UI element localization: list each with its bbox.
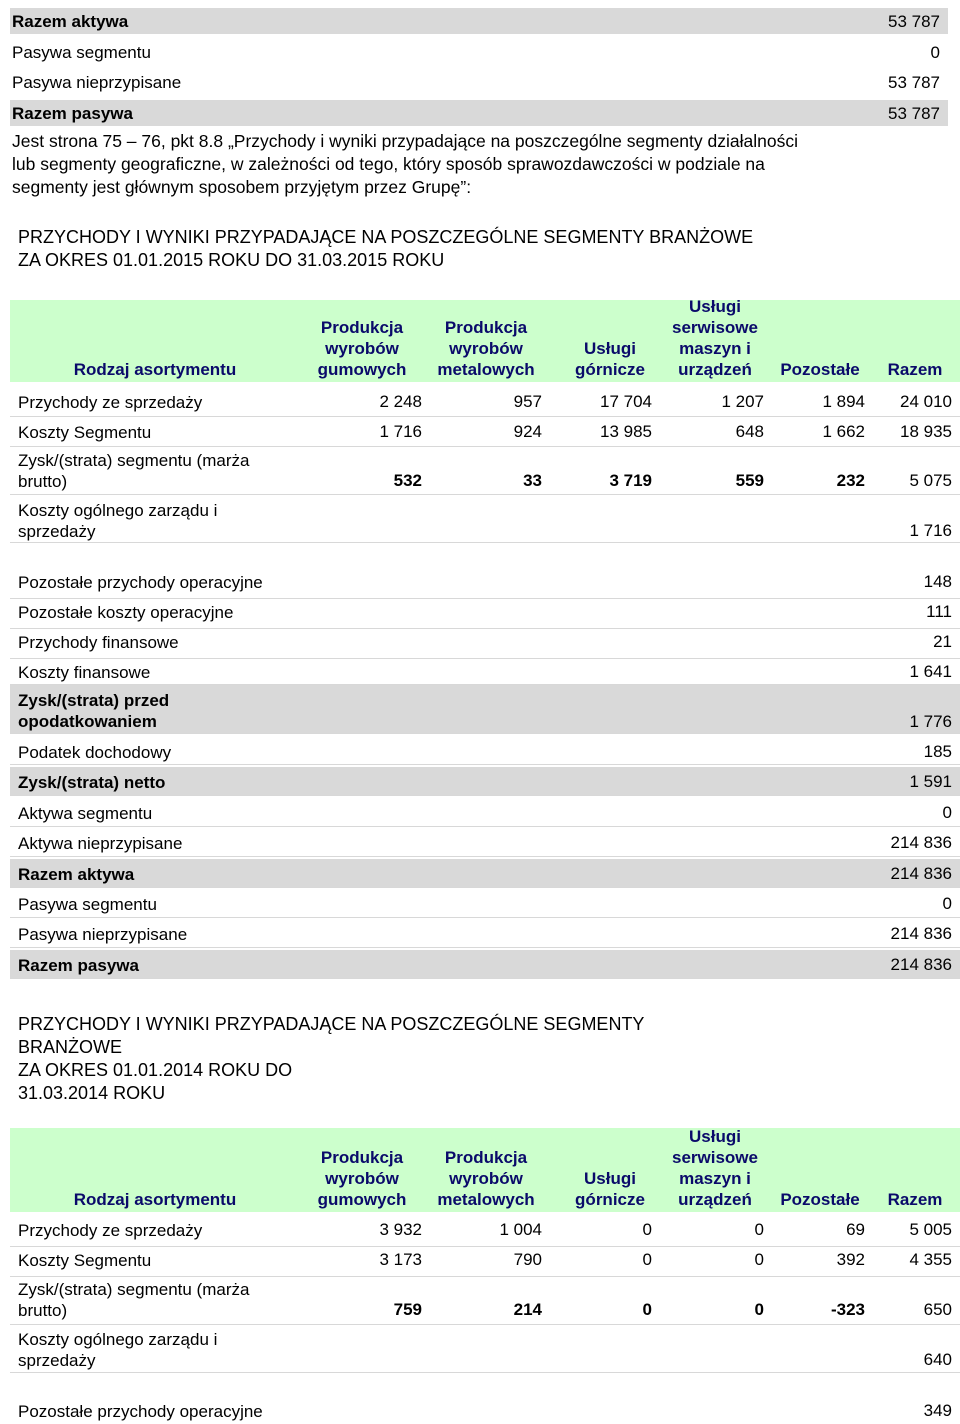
row-value: 53 787 (888, 104, 940, 123)
summary-row (10, 736, 960, 765)
row-value: 214 836 (890, 924, 952, 943)
row-label: Razem pasywa (18, 956, 139, 975)
top-row-total-liabilities (10, 100, 948, 126)
header-total (870, 359, 960, 380)
header-text: Pozostałe (780, 1190, 860, 1209)
summary-row (10, 798, 960, 827)
row-label: Koszty Segmentu (18, 423, 152, 442)
header-total (870, 1189, 960, 1210)
row-label: Przychody ze sprzedaży (18, 393, 203, 412)
row-label: Razem aktywa (12, 12, 129, 31)
row-label: Pasywa nieprzypisane (12, 73, 182, 92)
header-text: Rodzaj asortymentu (73, 360, 237, 379)
cell: 392 (836, 1250, 865, 1269)
table-row (10, 498, 960, 543)
cell: 4 355 (909, 1250, 952, 1269)
row-label: Pasywa segmentu (12, 43, 151, 62)
cell: 0 (754, 1250, 764, 1269)
cell: 214 (513, 1300, 542, 1319)
table-row (10, 448, 960, 495)
title-line: PRZYCHODY I WYNIKI PRZYPADAJĄCE NA POSZCZEGÓLNE SEGMENTY (18, 1014, 645, 1034)
cell: 0 (642, 1300, 652, 1319)
row-value: 0 (930, 43, 940, 62)
summary-row (10, 889, 960, 918)
title-line: PRZYCHODY I WYNIKI PRZYPADAJĄCE NA POSZCZEGÓLNE SEGMENTY BRANŻOWE (18, 227, 754, 247)
cell: 648 (735, 422, 764, 441)
table-row (10, 1328, 960, 1373)
row-label: Zysk/(strata) segmentu (marża brutto) (18, 1280, 250, 1320)
row-label: Aktywa segmentu (18, 804, 153, 823)
summary-row (10, 600, 960, 629)
row-label: Koszty Segmentu (18, 1251, 152, 1270)
row-label: Koszty ogólnego zarządu i sprzedaży (18, 501, 218, 541)
cell: 957 (513, 392, 542, 411)
intro-paragraph (12, 130, 942, 199)
header-text: Razem (887, 1190, 943, 1209)
summary-row-net-profit (10, 767, 960, 796)
cell: 5 075 (909, 471, 952, 490)
cell: 650 (923, 1300, 952, 1319)
header-text: Razem (887, 360, 943, 379)
header-category (50, 1189, 260, 1210)
cell: 532 (393, 471, 422, 490)
row-label: Przychody ze sprzedaży (18, 1221, 203, 1240)
row-label: Zysk/(strata) netto (18, 773, 166, 792)
summary-row (10, 828, 960, 857)
header-category (50, 359, 260, 380)
cell: -323 (830, 1300, 865, 1319)
table-row (10, 1218, 960, 1247)
cell: 24 010 (900, 392, 952, 411)
row-value: 1 641 (909, 662, 952, 681)
row-label: Aktywa nieprzypisane (18, 834, 183, 853)
paragraph-line: segmenty jest głównym sposobem przyjętym przez Grupę”: (12, 177, 472, 197)
cell: 13 985 (600, 422, 652, 441)
cell: 790 (513, 1250, 542, 1269)
header-mining: Usługi górnicze (575, 339, 645, 379)
row-label: Pasywa nieprzypisane (18, 925, 188, 944)
summary-row-profit-before-tax (10, 685, 960, 734)
cell: 559 (735, 471, 764, 490)
cell: 232 (836, 471, 865, 490)
cell: 1 662 (822, 422, 865, 441)
row-value: 349 (923, 1401, 952, 1420)
header-service: Usługi serwisowe maszyn i urządzeń (672, 1127, 758, 1209)
cell: 18 935 (900, 422, 952, 441)
row-value: 1 776 (909, 712, 952, 731)
top-row-unassigned-liabilities (10, 69, 948, 95)
header-service: Usługi serwisowe maszyn i urządzeń (672, 297, 758, 379)
cell: 2 248 (379, 392, 422, 411)
cell: 0 (754, 1300, 764, 1319)
cell: 3 719 (609, 471, 652, 490)
section2-title (18, 1013, 644, 1105)
summary-row (10, 660, 960, 685)
title-line: BRANŻOWE (18, 1037, 123, 1057)
row-label: Razem aktywa (18, 865, 135, 884)
header-rubber: Produkcja wyrobów gumowych (317, 318, 407, 379)
row-value: 53 787 (888, 12, 940, 31)
row-label: Pasywa segmentu (18, 895, 157, 914)
header-other (770, 1189, 870, 1210)
cell: 33 (523, 471, 542, 490)
row-value: 53 787 (888, 73, 940, 92)
header-other (770, 359, 870, 380)
cell: 1 004 (499, 1220, 542, 1239)
row-label: Koszty finansowe (18, 663, 151, 682)
cell: 0 (642, 1250, 652, 1269)
cell: 759 (393, 1300, 422, 1319)
row-label: Razem pasywa (12, 104, 133, 123)
header-mining: Usługi górnicze (575, 1169, 645, 1209)
cell: 17 704 (600, 392, 652, 411)
summary-row-total-liabilities (10, 950, 960, 979)
cell: 1 716 (379, 422, 422, 441)
header-metal: Produkcja wyrobów metalowych (437, 1148, 535, 1209)
row-value: 214 836 (890, 833, 952, 852)
row-value: 214 836 (890, 864, 952, 883)
cell: 69 (846, 1220, 865, 1239)
row-value: 111 (926, 602, 952, 621)
row-value: 148 (923, 572, 952, 591)
row-label: Pozostałe koszty operacyjne (18, 603, 234, 622)
summary-row-total-assets (10, 859, 960, 888)
row-value: 21 (933, 632, 952, 651)
row-label: Zysk/(strata) przed opodatkowaniem (18, 691, 170, 731)
section1-title (18, 226, 753, 272)
summary-row (10, 919, 960, 948)
title-line: ZA OKRES 01.01.2015 ROKU DO 31.03.2015 ROKU (18, 250, 445, 270)
header-metal: Produkcja wyrobów metalowych (437, 318, 535, 379)
cell: 3 173 (379, 1250, 422, 1269)
section1-table-header (10, 297, 960, 382)
row-value: 1 591 (909, 772, 952, 791)
top-row-segment-liabilities (10, 39, 948, 65)
row-label: Podatek dochodowy (18, 743, 172, 762)
row-label: Pozostałe przychody operacyjne (18, 573, 263, 592)
cell: 1 894 (822, 392, 865, 411)
header-text: Rodzaj asortymentu (73, 1190, 237, 1209)
cell: 1 207 (721, 392, 764, 411)
row-label: Koszty ogólnego zarządu i sprzedaży (18, 1330, 218, 1370)
cell: 1 716 (909, 521, 952, 540)
header-rubber: Produkcja wyrobów gumowych (317, 1148, 407, 1209)
row-label: Zysk/(strata) segmentu (marża brutto) (18, 451, 250, 491)
section2-table-header (10, 1128, 960, 1212)
row-label: Pozostałe przychody operacyjne (18, 1402, 263, 1421)
cell: 5 005 (909, 1220, 952, 1239)
row-value: 185 (923, 742, 952, 761)
summary-row (10, 1399, 960, 1424)
cell: 0 (754, 1220, 764, 1239)
title-line: ZA OKRES 01.01.2014 ROKU DO (18, 1060, 293, 1080)
cell: 3 932 (379, 1220, 422, 1239)
paragraph-line: Jest strona 75 – 76, pkt 8.8 „Przychody i wyniki przypadające na poszczególne segmenty działalności (12, 131, 798, 151)
header-text: Pozostałe (780, 360, 860, 379)
row-value: 214 836 (890, 955, 952, 974)
cell: 0 (642, 1220, 652, 1239)
summary-row (10, 570, 960, 599)
row-label: Przychody finansowe (18, 633, 179, 652)
row-value: 0 (942, 894, 952, 913)
cell: 640 (923, 1350, 952, 1369)
top-row-total-assets (10, 8, 948, 34)
row-value: 0 (942, 803, 952, 822)
table-row (10, 418, 960, 447)
cell: 924 (513, 422, 542, 441)
paragraph-line: lub segmenty geograficzne, w zależności od tego, który sposób sprawozdawczości w podziale na (12, 154, 765, 174)
table-row (10, 1278, 960, 1325)
title-line: 31.03.2014 ROKU (18, 1083, 166, 1103)
summary-row (10, 630, 960, 659)
table-row (10, 1248, 960, 1277)
table-row (10, 388, 960, 417)
